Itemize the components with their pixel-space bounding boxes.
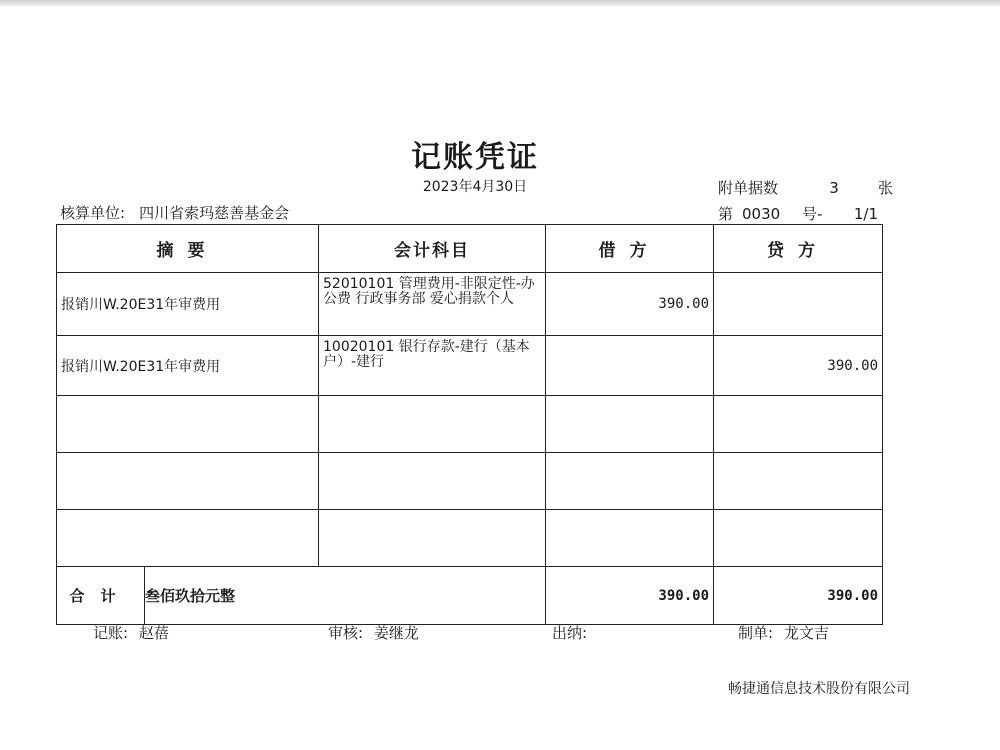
bookkeeper-label: 记账: bbox=[93, 624, 129, 642]
total-label: 合计 bbox=[57, 567, 145, 625]
total-row bbox=[57, 567, 883, 625]
row-debit: 390.00 bbox=[546, 273, 714, 336]
table-row bbox=[57, 273, 883, 336]
table-row bbox=[57, 336, 883, 396]
attachments-info bbox=[718, 177, 892, 198]
voucher-no-value: 0030 bbox=[742, 205, 781, 223]
accounting-unit-value: 四川省索玛慈善基金会 bbox=[139, 204, 290, 222]
maker-label: 制单: bbox=[738, 624, 774, 642]
auditor-name: 姜继龙 bbox=[373, 624, 419, 642]
scan-edge bbox=[0, 0, 1000, 6]
accounting-unit bbox=[60, 202, 289, 223]
header-account: 会计科目 bbox=[319, 225, 546, 273]
voucher-no-suffix: 号- bbox=[802, 205, 823, 223]
empty-row bbox=[57, 453, 883, 510]
software-company: 畅捷通信息技术股份有限公司 bbox=[728, 681, 910, 697]
row-debit bbox=[546, 336, 714, 396]
voucher-page: 1/1 bbox=[853, 205, 878, 223]
row-account: 52010101 管理费用-非限定性-办公费 行政事务部 爱心捐款个人 bbox=[319, 273, 546, 336]
header-credit: 贷方 bbox=[714, 225, 883, 273]
row-summary: 报销川W.20E31年审费用 bbox=[57, 273, 319, 336]
signature-cashier bbox=[552, 622, 593, 643]
total-credit: 390.00 bbox=[714, 567, 883, 625]
accounting-unit-label: 核算单位: bbox=[60, 204, 126, 222]
total-debit: 390.00 bbox=[546, 567, 714, 625]
auditor-label: 审核: bbox=[328, 624, 364, 642]
voucher-no-prefix: 第 bbox=[718, 205, 734, 223]
row-credit bbox=[714, 273, 883, 336]
signature-maker bbox=[738, 622, 829, 643]
table-header-row bbox=[57, 225, 883, 273]
empty-row bbox=[57, 396, 883, 453]
bookkeeper-name: 赵蓓 bbox=[138, 624, 169, 642]
maker-name: 龙文吉 bbox=[783, 624, 829, 642]
row-account: 10020101 银行存款-建行（基本户）-建行 bbox=[319, 336, 546, 396]
voucher-date: 2023年4月30日 bbox=[422, 179, 528, 195]
row-summary: 报销川W.20E31年审费用 bbox=[57, 336, 319, 396]
attachments-label: 附单据数 bbox=[718, 179, 779, 197]
header-summary: 摘要 bbox=[57, 225, 319, 273]
row-credit: 390.00 bbox=[714, 336, 883, 396]
cashier-label: 出纳: bbox=[552, 624, 588, 642]
voucher-title: 记账凭证 bbox=[411, 140, 539, 175]
attachments-count: 3 bbox=[829, 179, 839, 197]
empty-row bbox=[57, 510, 883, 567]
signature-bookkeeper bbox=[93, 622, 169, 643]
total-amount-words: 叁佰玖拾元整 bbox=[145, 567, 546, 625]
header-debit: 借方 bbox=[546, 225, 714, 273]
attachments-unit: 张 bbox=[878, 179, 894, 197]
voucher-number bbox=[718, 203, 878, 224]
voucher-table bbox=[56, 224, 883, 625]
signature-auditor bbox=[328, 622, 419, 643]
